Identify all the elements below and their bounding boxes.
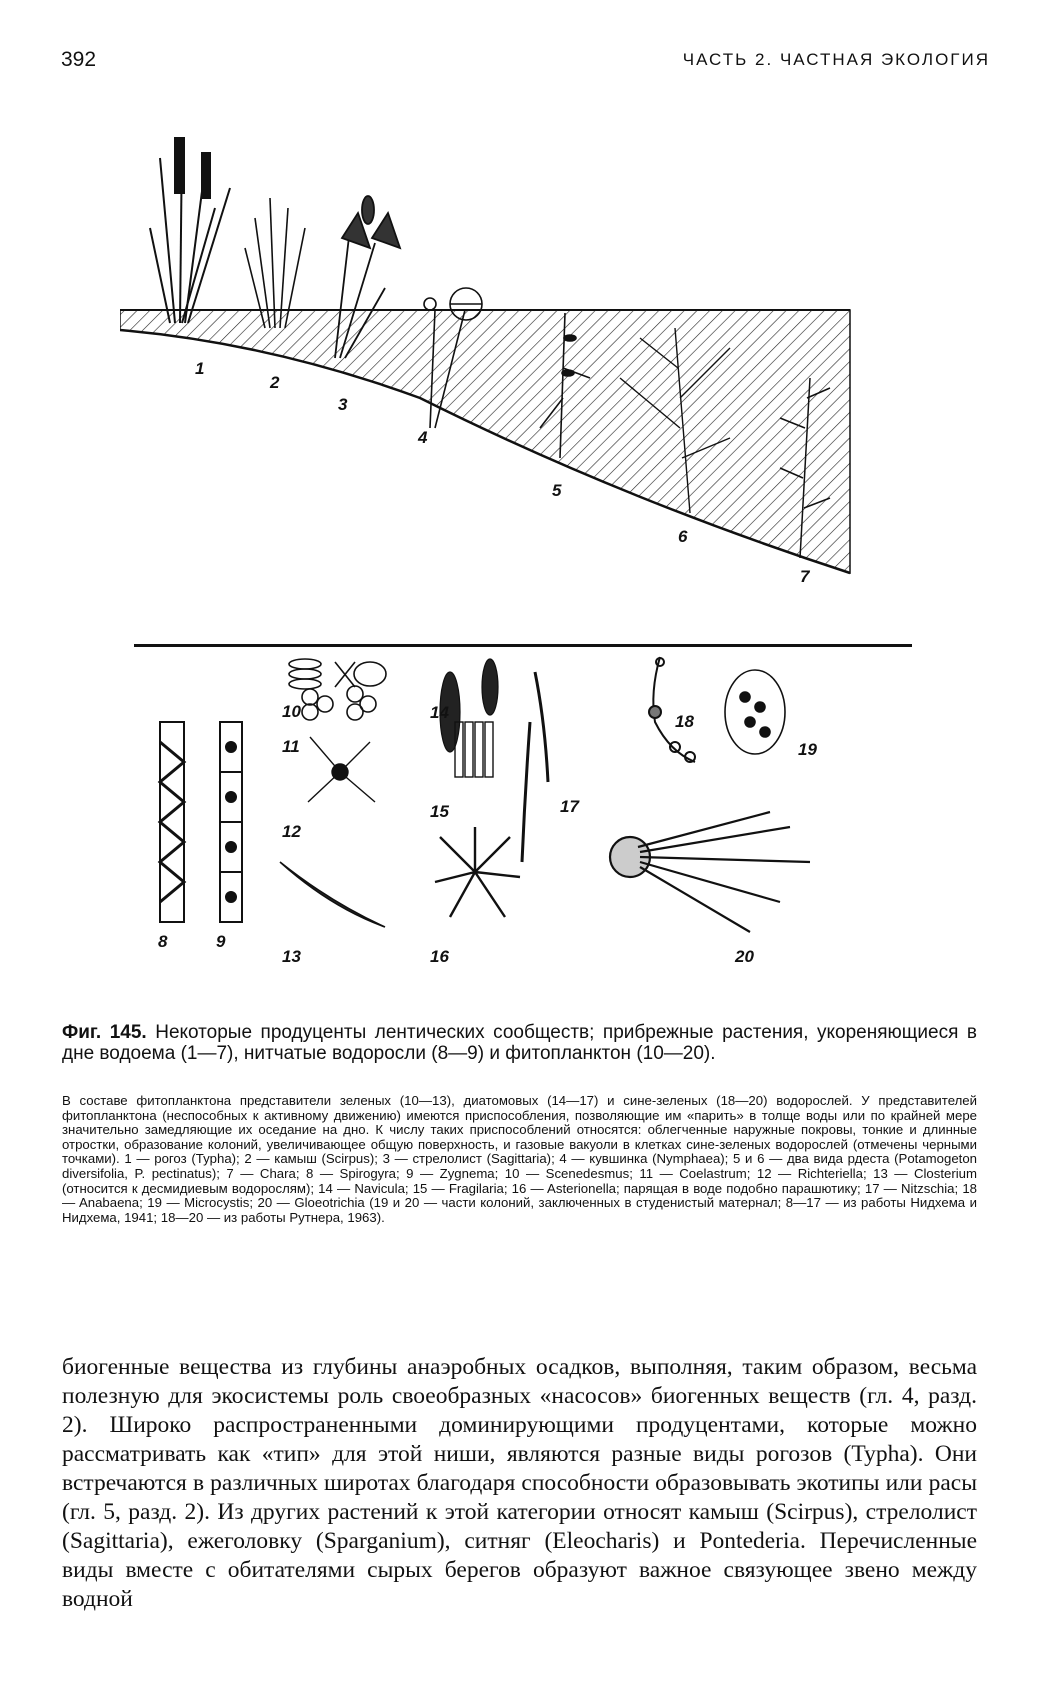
figure-caption-title xyxy=(62,1022,977,1064)
gloeotrichia-colony xyxy=(610,812,810,932)
label-18: 18 xyxy=(675,712,694,731)
label-11: 11 xyxy=(282,737,300,756)
spirogyra-filament xyxy=(160,722,184,922)
label-12: 12 xyxy=(282,822,301,841)
figure-divider-rule xyxy=(134,644,912,647)
label-1: 1 xyxy=(195,359,205,378)
scirpus-plant xyxy=(245,198,305,328)
page-number: 392 xyxy=(61,48,97,71)
richteriella-cell xyxy=(308,737,375,802)
label-19: 19 xyxy=(798,740,817,759)
label-14: 14 xyxy=(430,703,449,722)
label-13: 13 xyxy=(282,947,301,966)
label-16: 16 xyxy=(430,947,449,966)
label-15: 15 xyxy=(430,802,449,821)
typha-plant xyxy=(150,138,230,323)
label-9: 9 xyxy=(216,932,226,951)
label-4: 4 xyxy=(418,428,428,447)
label-17: 17 xyxy=(560,797,579,816)
label-10: 10 xyxy=(282,702,301,721)
figure-littoral-plants xyxy=(120,98,920,658)
asterionella-colony xyxy=(435,827,520,917)
label-8: 8 xyxy=(158,932,168,951)
lake-bottom-hatched xyxy=(120,310,850,573)
body-paragraph: биогенные вещества из глубины анаэробных осадков, выполняя, таким образом, весьма полезную для экосистемы роль своеобразных «насосов» биогенных веществ (гл. 4, разд. 2). Широко распространенными доминирующими продуцентами, которые можно рассматривать как «тип» для этой ниши, являются разные виды рогозов (Typha). Они встречаются в различных широтах благодаря способности образовывать экотипы или расы (гл. 5, разд. 2). Из других растений к этой категории относят камыш (Scirpus), стрелолист (Sagittaria), ежеголовку (Sparganium), ситняг (Eleocharis) и Pontederia. Перечисленные виды вместе с обитателями сырых берегов образуют важное связующее звено между водной xyxy=(62,1354,977,1612)
zygnema-filament xyxy=(220,722,242,922)
label-5: 5 xyxy=(552,481,562,500)
coelastrum-colony xyxy=(302,686,376,720)
figure-phytoplankton xyxy=(130,652,980,1002)
label-7: 7 xyxy=(800,567,810,586)
fragilaria-colony xyxy=(455,722,493,777)
microcystis-colony xyxy=(725,670,785,754)
bottom-figure-labels xyxy=(158,702,817,966)
figure-caption-text: Некоторые продуценты лентических сообществ; прибрежные растения, укореняющиеся в дне водоема (1—7), нитчатые водоросли (8—9) и фитопланктон (10—20). xyxy=(62,1022,977,1064)
closterium-cell xyxy=(280,862,385,927)
label-3: 3 xyxy=(338,395,348,414)
label-2: 2 xyxy=(270,373,280,392)
anabaena-filament xyxy=(649,657,695,762)
nitzschia-cells xyxy=(522,672,548,862)
label-6: 6 xyxy=(678,527,688,546)
scenedesmus-colony xyxy=(289,659,386,689)
label-20: 20 xyxy=(735,947,754,966)
figure-caption-note: В составе фитопланктона представители зеленых (10—13), диатомовых (14—17) и сине-зеленых (18—20) водорослей. У представителей фитопланктона (неспособных к активному движению) имеются приспособления, позволяющие им «парить» в толще воды или по крайней мере значительно замедляющие их оседание на дно. К числу таких приспособлений относятся: облегченные наружные покровы, тонкие и длинные отростки, образование колоний, увеличивающее общую поверхность, и газовые вакуоли в клетках сине-зеленых водорослей (отмечены черными точками). 1 — рогоз (Typha); 2 — камыш (Scirpus); 3 — стрелолист (Sagittaria); 4 — кувшинка (Nymphaea); 5 и 6 — два вида рдеста (Potamogeton diversifolia, P. pectinatus); 7 — Chara; 8 — Spirogyra; 9 — Zygnema; 10 — Scenedesmus; 11 — Coelastrum; 12 — Richteriella; 13 — Closterium (относится к десмидиевым водорослям); 14 — Navicula; 15 — Fragilaria; 16 — Asterionella; парящая в воде подобно парашютику; 17 — Nitzschia; 18 — Anabaena; 19 — Microcystis; 20 — Gloeotrichia (19 и 20 — части колоний, заключенных в студенистый матернал; 8—17 — из работы Нидхема и Нидхема, 1941; 18—20 — из работы Рутнера, 1963). xyxy=(62,1093,977,1225)
figure-label: Фиг. 145. xyxy=(62,1022,147,1043)
running-head: ЧАСТЬ 2. ЧАСТНАЯ ЭКОЛОГИЯ xyxy=(682,50,990,69)
